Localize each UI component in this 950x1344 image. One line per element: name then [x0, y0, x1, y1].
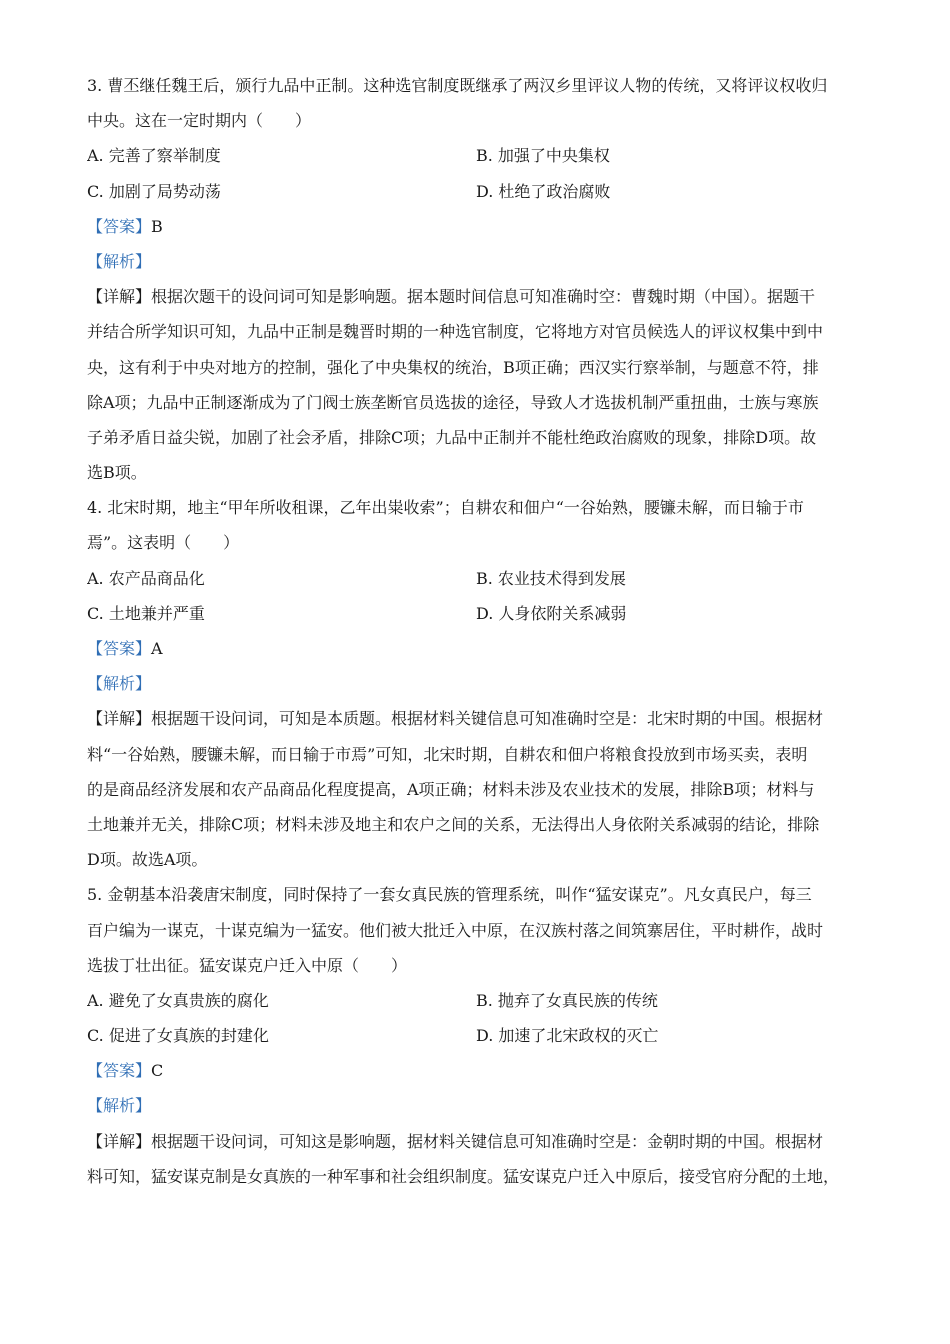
- option-d: D. 杜绝了政治腐败: [476, 181, 611, 201]
- option-b: B. 抛弃了女真民族的传统: [476, 990, 658, 1010]
- detail-line: 料“一谷始熟，腰镰未解，而日输于市焉”可知，北宋时期，自耕农和佃户将粮食投放到市场买卖，表明: [87, 744, 808, 764]
- detail-line: 并结合所学知识可知，九品中正制是魏晋时期的一种选官制度，它将地方对官员候选人的评议权集中到中: [87, 322, 824, 342]
- option-a: A. 农产品商品化: [87, 568, 205, 588]
- answer-line: [87, 631, 863, 666]
- option-a: A. 完善了察举制度: [87, 146, 221, 166]
- detail-line: 土地兼并无关，排除C项；材料未涉及地主和农户之间的关系，无法得出人身依附关系减弱的结论，排除: [87, 814, 820, 834]
- analysis-tag: 【解析】: [87, 674, 152, 694]
- answer-tag: 【答案】: [87, 216, 152, 236]
- question-5: [87, 877, 863, 1194]
- options-row: [87, 1018, 863, 1053]
- option-a: A. 避免了女真贵族的腐化: [87, 990, 269, 1010]
- answer-tag: 【答案】: [87, 639, 152, 658]
- detail-line: [87, 1124, 863, 1159]
- question-stem-line: 中央。这在一定时期内（ ）: [87, 111, 312, 131]
- question-stem-line: 选拔丁壮出征。猛安谋克户迁入中原（ ）: [87, 955, 408, 975]
- options-row: [87, 596, 863, 631]
- analysis-line: [87, 1088, 863, 1123]
- question-stem-line: 焉”。这表明（ ）: [87, 533, 240, 553]
- option-c: C. 促进了女真族的封建化: [87, 1026, 269, 1046]
- answer-line: [87, 209, 863, 244]
- detail-line: D项。故选A项。: [87, 850, 208, 870]
- detail-line: 子弟矛盾日益尖锐，加剧了社会矛盾，排除C项；九品中正制并不能杜绝政治腐败的现象，排除D项。故: [87, 427, 817, 447]
- option-c: C. 土地兼并严重: [87, 603, 205, 623]
- option-d: D. 加速了北宋政权的灭亡: [476, 1026, 659, 1046]
- question-stem-line: 4. 北宋时期，地主“甲年所收租课，乙年出粜收索”；自耕农和佃户“一谷始熟，腰镰未解，而日输于市: [87, 498, 804, 518]
- detail-line: 选B项。: [87, 463, 147, 483]
- option-b: B. 农业技术得到发展: [476, 568, 626, 588]
- detail-tag: 【详解】: [87, 709, 152, 729]
- detail-tag: 【详解】: [87, 1131, 152, 1151]
- option-b: B. 加强了中央集权: [476, 146, 610, 166]
- question-4: [87, 490, 863, 877]
- detail-text: 根据题干设问词，可知是本质题。根据材料关键信息可知准确时空是：北宋时期的中国。根据材: [151, 709, 824, 729]
- question-3: [87, 68, 863, 490]
- analysis-tag: 【解析】: [87, 1096, 152, 1116]
- answer-tag: 【答案】: [87, 1061, 152, 1081]
- option-c: C. 加剧了局势动荡: [87, 181, 221, 201]
- question-stem-line: 百户编为一谋克，十谋克编为一猛安。他们被大批迁入中原，在汉族村落之间筑寨居住，平时耕作，战时: [87, 920, 824, 940]
- detail-line: [87, 279, 863, 314]
- detail-line: 料可知，猛安谋克制是女真族的一种军事和社会组织制度。猛安谋克户迁入中原后，接受官府分配的土地，: [87, 1166, 840, 1186]
- detail-text: 根据题干设问词，可知这是影响题，据材料关键信息可知准确时空是：金朝时期的中国。根据材: [151, 1131, 824, 1151]
- option-d: D. 人身依附关系减弱: [476, 603, 627, 623]
- analysis-line: [87, 244, 863, 279]
- answer-value: A: [151, 639, 163, 658]
- answer-value: C: [151, 1061, 164, 1081]
- options-row: [87, 138, 863, 173]
- detail-text: 根据次题干的设问词可知是影响题。据本题时间信息可知准确时空：曹魏时期（中国）。据题干: [151, 287, 816, 307]
- detail-tag: 【详解】: [87, 287, 152, 307]
- detail-line: [87, 701, 863, 736]
- answer-value: B: [151, 216, 163, 236]
- detail-line: 除A项；九品中正制逐渐成为了门阀士族垄断官员选拔的途径，导致人才选拔机制严重扭曲，士族与寒族: [87, 392, 819, 412]
- question-stem-line: 3. 曹丕继任魏王后，颁行九品中正制。这种选官制度既继承了两汉乡里评议人物的传统，又将评议权收归: [87, 76, 828, 95]
- options-row: [87, 561, 863, 596]
- question-stem-line: 5. 金朝基本沿袭唐宋制度，同时保持了一套女真民族的管理系统，叫作“猛安谋克”。凡女真民户，每三: [87, 885, 812, 905]
- analysis-tag: 【解析】: [87, 251, 152, 271]
- options-row: [87, 983, 863, 1018]
- document-page: [87, 68, 863, 1194]
- detail-line: 央，这有利于中央对地方的控制，强化了中央集权的统治，B项正确；西汉实行察举制，与题意不符，排: [87, 357, 819, 377]
- answer-line: [87, 1053, 863, 1088]
- options-row: [87, 174, 863, 209]
- detail-line: 的是商品经济发展和农产品商品化程度提高，A项正确；材料未涉及农业技术的发展，排除B项；材料与: [87, 779, 815, 799]
- analysis-line: [87, 666, 863, 701]
